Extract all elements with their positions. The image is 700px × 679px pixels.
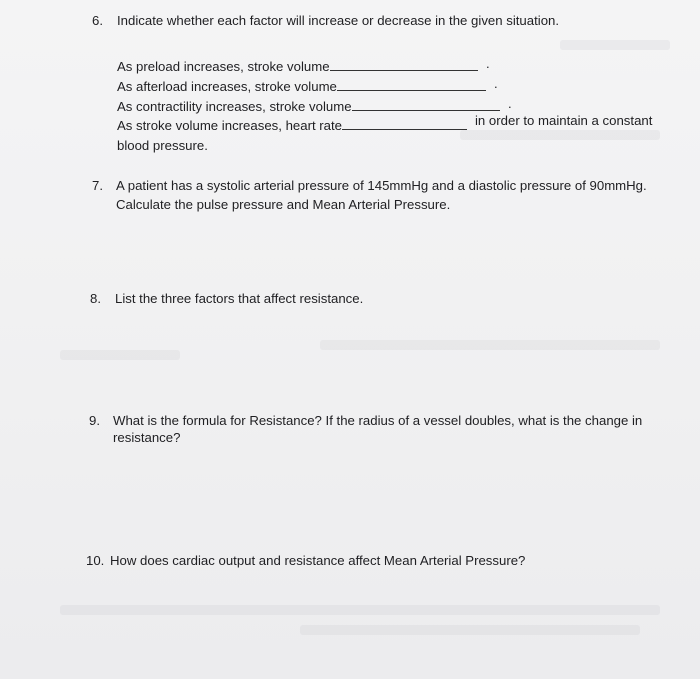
answer-blank[interactable] [342,117,467,130]
answer-blank[interactable] [337,78,486,91]
question-10-line-1: How does cardiac output and resistance affect Mean Arterial Pressure? [110,553,526,568]
question-6-item-preload [117,58,478,75]
item-label: As stroke volume increases, heart rate [117,118,343,133]
question-6-item-afterload [117,78,486,95]
question-6-item-contractility [117,98,500,115]
question-9-line-2: resistance? [113,430,181,445]
item-label: As contractility increases, stroke volume [117,99,352,114]
question-7-line-2: Calculate the pulse pressure and Mean Arterial Pressure. [116,197,451,212]
item-label: As afterload increases, stroke volume [117,79,337,94]
question-8-number: 8. [90,291,101,306]
question-9-number: 9. [89,413,100,428]
answer-blank[interactable] [352,98,500,111]
question-7-line-1: A patient has a systolic arterial pressure of 145mmHg and a diastolic pressure of 90mmHg. [116,178,647,193]
question-8-line-1: List the three factors that affect resistance. [115,291,364,306]
question-10-number: 10. [86,553,105,568]
question-6-tail: in order to maintain a constant [475,113,653,128]
question-6-tail-2: blood pressure. [117,138,208,153]
item-label: As preload increases, stroke volume [117,59,330,74]
question-9-line-1: What is the formula for Resistance? If the radius of a vessel doubles, what is the change in [113,413,643,428]
question-6-number: 6. [92,13,103,28]
question-6-prompt: Indicate whether each factor will increase or decrease in the given situation. [117,13,560,28]
question-6-item-stroke-volume [117,117,467,134]
answer-blank[interactable] [330,58,478,71]
question-7-number: 7. [92,178,103,193]
worksheet-page: 6. Indicate whether each factor will increase or decrease in the given situation. As preload increases, stroke volume . As afterload increases, stroke volume . As contractility increases, stroke volume . As stroke volume increases, heart rate in order to maintain a constant blood pressure. 7. A patient has a systolic arterial pressure of 145mmHg and a diastolic pressure of 90mmHg. Calculate the pulse pressure and Mean Arterial Pressure. 8. List the three factors that affect resistance. 9. What is the formula for Resistance? If the radius of a vessel doubles, what is the change in resistance? 10. How does cardiac output and resistance affect Mean Arterial Pressure? [0,0,700,679]
